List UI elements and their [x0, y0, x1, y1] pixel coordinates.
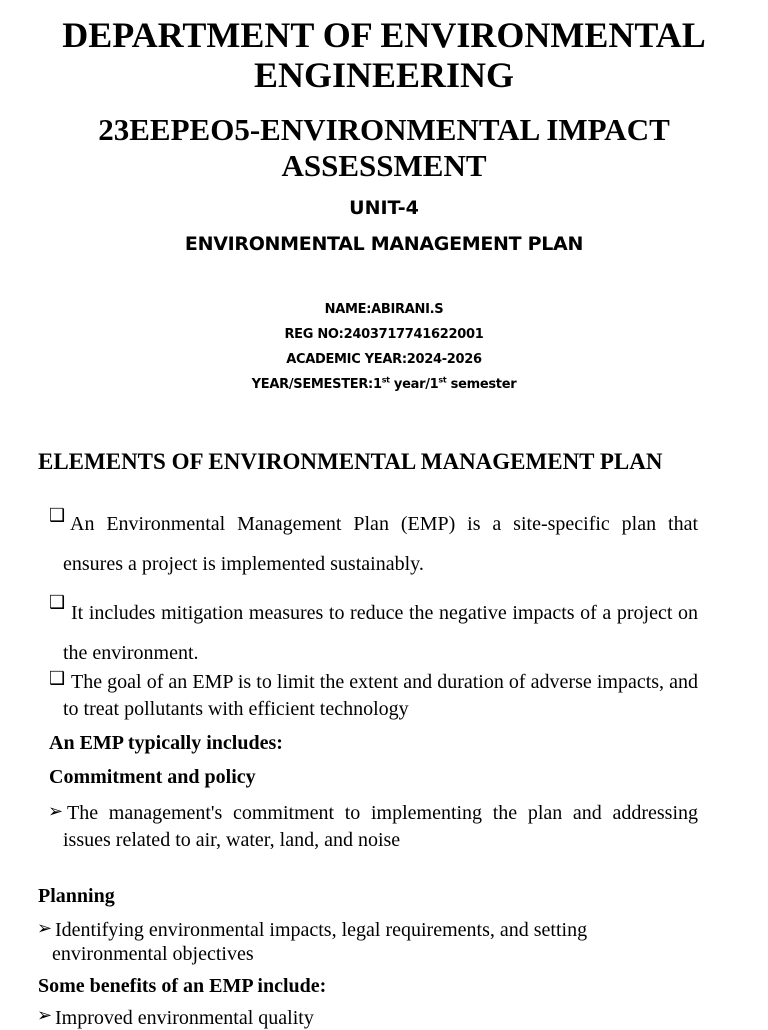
department-title: DEPARTMENT OF ENVIRONMENTAL ENGINEERING	[62, 15, 706, 95]
includes-heading: An EMP typically includes:	[49, 732, 283, 754]
year-semester: YEAR/SEMESTER:1st year/1st semester	[251, 375, 517, 392]
planning-item: Identifying environmental impacts, legal requirements, and setting environmental objectives	[52, 919, 588, 965]
arrow-bullet-icon: ➢	[37, 918, 53, 939]
benefits-heading: Some benefits of an EMP include:	[38, 975, 327, 997]
commitment-item: The management's commitment to implementing the plan and addressing issues related to air, water, land, and noise	[63, 802, 698, 851]
bullet-box-icon: ❑	[49, 505, 66, 526]
unit-label: UNIT-4	[349, 197, 419, 219]
bullet-box-icon: ❑	[49, 592, 66, 613]
bullet-item-1: An Environmental Management Plan (EMP) is a site-specific plan that ensures a project is implemented sustainably.	[63, 513, 698, 575]
topic-title: ENVIRONMENTAL MANAGEMENT PLAN	[184, 233, 584, 255]
arrow-bullet-icon: ➢	[48, 801, 64, 822]
arrow-bullet-icon: ➢	[37, 1005, 53, 1026]
section-title: ELEMENTS OF ENVIRONMENTAL MANAGEMENT PLAN	[38, 449, 663, 474]
student-info	[0, 297, 768, 397]
course-title: 23EEPEO5-ENVIRONMENTAL IMPACT ASSESSMENT	[98, 112, 670, 183]
benefit-item-1: Improved environmental quality	[55, 1007, 314, 1029]
bullet-box-icon: ❑	[49, 668, 66, 689]
academic-year: ACADEMIC YEAR:2024-2026	[286, 352, 482, 367]
bullet-item-2: It includes mitigation measures to reduce the negative impacts of a project on the environment.	[63, 602, 698, 664]
student-reg-no: REG NO:2403717741622001	[284, 327, 484, 342]
student-name: NAME:ABIRANI.S	[324, 302, 444, 317]
bullet-item-3: The goal of an EMP is to limit the extent and duration of adverse impacts, and to treat pollutants with efficient technology	[63, 671, 698, 720]
commitment-heading: Commitment and policy	[49, 766, 256, 788]
planning-heading: Planning	[38, 885, 115, 907]
